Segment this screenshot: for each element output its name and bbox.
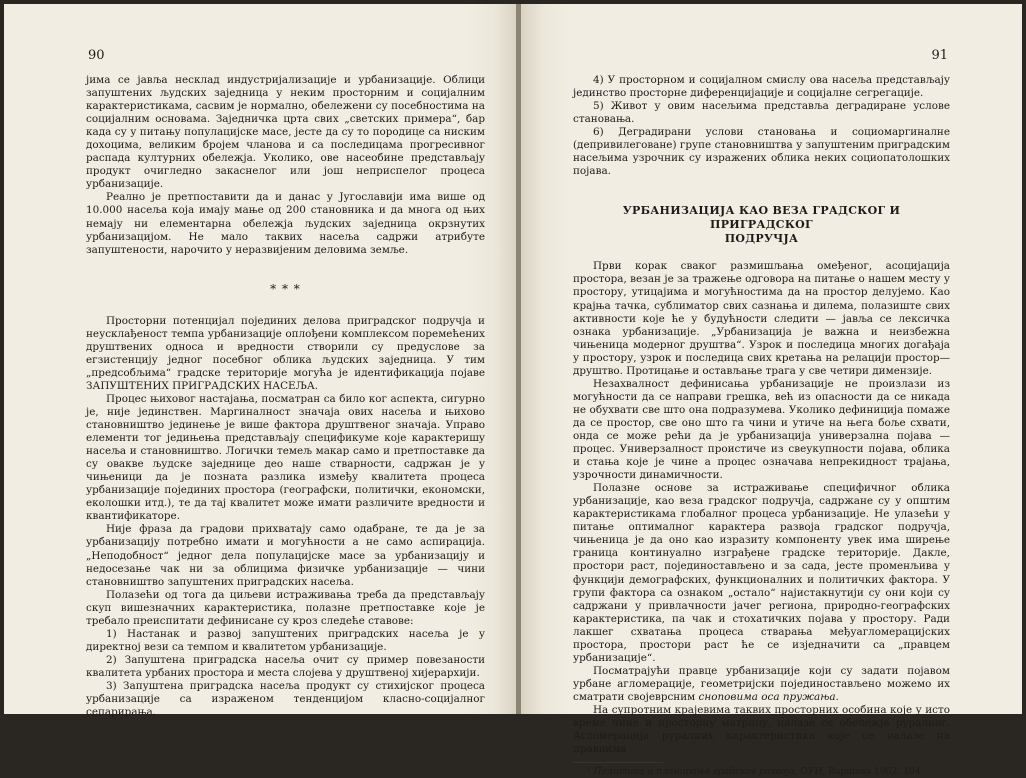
section-heading-line: ПОДРУЧЈА: [724, 232, 799, 246]
list-item: 3) Запуштена приградска насеља продукт су стихијског процеса урбанизације са израженом тенденцијом класно-социјалног сепарирања.: [86, 679, 485, 719]
footnote-title: Политика и планирање градског развоја: [593, 766, 795, 778]
list-item: 1) Настанак и развој запуштених приградских насеља је у директној вези са темпом и квалитетом урбанизације.: [86, 627, 485, 653]
left-page: [4, 4, 517, 719]
page-number: 90: [88, 48, 105, 63]
paragraph: На супротним крајевима таквих просторних особина које у исто време чине и просторну матрицу, налазе се обележја руралног. Агломерација руралних карактеристика које се налазе на правцима: [573, 703, 950, 756]
section-separator: * * *: [270, 281, 301, 296]
paragraph: Незахвалност дефинисања урбанизације не произлази из могућности да се направи грешка, већ из опасности да се никада не обухвати све што она подразумева. Уколико дефиниција помаже да се простор, све оно што га чини и утиче на њега боље схвати, онда се може рећи да је урбанизација универзална појава — процес. Универзалност проистиче из свеукупности појава, облика и стања које је чине а процес означава непрекидност трајања, узрочности динамичности.: [573, 377, 950, 482]
page-number: 91: [931, 48, 948, 63]
paragraph: Први корак сваког размишљања омеђеног, асоцијација простора, везан је за тражење одговора на питање о нашем месту у простору, утицајима и могућностима да на простор делујемо. Као крајња тачка, сублиматор свих сазнања и дилема, полазиште свих активности које ће у будућности следити — јавља се лексичка ознака урбанизације. „Урбанизација је важна и неизбежна чињеница модерног друштва“. Узрок и последица многих догађаја у простору, узрок и последица свих кретања на релацији простор—друштво. Протицање и остављање трага у све четири димензије.: [573, 260, 950, 377]
footnote-rule: [573, 762, 663, 763]
paragraph: Реално је претпоставити да и данас у Југославији има више од 10.000 насеља која имају мање од 200 становника и да многа од њих немају ни елементарна обележја људских заједница окрзнутих урбанизацијом. Не мало таквих насеља садржи атрибуте запуштености, нарочито у неразвијеним деловима земље.: [86, 191, 485, 256]
italic-phrase: сноповима оса пружања: [698, 690, 836, 703]
footnote: [573, 766, 950, 778]
paragraph: Посматрајући правце урбанизације који су задати појавом урбане агломерације, геометријски појединостављено можемо их сматрати својеврсним сноповима оса пружања.: [573, 664, 950, 703]
paragraph: јима се јавља несклад индустријализације и урбанизације. Облици запуштених људских заједница у неким просторним и социјалним карактеристикама, сасвим је нормално, обележени су посебностима на социјалним основама. Заједничка црта свих „светских примера“, бар када су у питању популацијске масе, јесте да су то породице са ниским дохоцима, великим бројем чланова и са последицама прогресивног распада културних обележја. Уколико, ове насеобине представљају продукт очигледно закаснелог или још неприспелог процеса урбанизације.: [86, 74, 485, 191]
section-heading: [573, 204, 950, 246]
left-page-content: [86, 74, 485, 719]
section-heading-line: УРБАНИЗАЦИЈА КАО ВЕЗА ГРАДСКОГ И ПРИГРАДСКОГ: [622, 204, 901, 232]
paragraph: Није фраза да градови прихватају само одабране, те да је за урбанизацију потребно имати и могућности а не само аспирација. „Неподобност“ једног дела популацијске масе за урбанизацију и недосезање чак ни за облицима физичке урбанизације — чини становништво запуштених приградских насеља.: [86, 523, 485, 588]
list-item: 6) Деградирани услови становања и социомаргиналне (депривилеговане) групе становништва у запуштеним приградским насељима узрочник су изражених облика неких социопатолошких појава.: [573, 126, 950, 178]
paragraph: Просторни потенцијал појединих делова приградског подручја и неусклађеност темпа урбанизације оплођени комплексом поремећених друштвених односа и вредности створили су предуслове за егзистенцију једног посебног облика људских заједница. У тим „предсобљима“ градске територије могућа је идентификација појаве ЗАПУШТЕНИХ ПРИГРАДСКИХ НАСЕЉА.: [86, 314, 485, 392]
footnote-marker: ¹: [587, 766, 591, 778]
paragraph: Полазне основе за истраживање специфичног облика урбанизације, као веза градског подручја, садржане су у општим карактеристикама глобалног процеса урбанизације. Не улазећи у питање оптималног карактера развоја градског подручја, чињеница је да оно као изразиту компоненту увек има ширење граница континуално изграђене градске територије. Дакле, простори раст, појединостављено и за сада, јесте променљива у функцији демографских, функционалних и политичких фактора. У групи фактора са ознаком „остало“ најистакнутији су они који су садржани у привлачности јачег региона, природно-географских карактеристика, па чак и стохатичких појава у простору. Ради лакшег схватања процеса стварања међуагломерацијских простора, простори раст ће се изједначити са „правцем урбанизације“.: [573, 482, 950, 664]
paragraph: Полазећи од тога да циљеви истраживања треба да представљају скуп вишезначних карактеристика, полазне претпоставке које је требало преиспитати дефинисане су кроз следеће ставове:: [86, 588, 485, 627]
right-page-content: [573, 74, 950, 778]
right-page: [521, 4, 1022, 778]
footnote-source: , ОУН, Варшава 1962, 104.: [794, 766, 924, 778]
paragraph: Процес њиховог настајања, посматран са било ког аспекта, сигурно је, није јединствен. Маргиналност значаја ових насеља и њихово становништво јединење је више фактора друштвеног значаја. Управо елементи тог једињења представљају спецификуме које карактеришу насеља и становништво. Логички темељ макар само и претпоставке да су овакве људске заједнице део наше стварности, садржан је у чињеници да је позната разлика између квалитета процеса урбанизације појединих простора (географски, политички, економски, еколошки итд.), те да тај квалитет може имати различите вредности и квантификаторе.: [86, 392, 485, 523]
list-item: 5) Живот у овим насељима представља деградиране услове становања.: [573, 100, 950, 126]
list-item: 4) У просторном и социјалном смислу ова насеља представљају јединство просторне диференцијације и социјалне сегрегације.: [573, 74, 950, 100]
list-item: 2) Запуштена приградска насеља очит су пример повезаности квалитета урбаних простора и места слојева у друштвеној хијерархији.: [86, 653, 485, 679]
